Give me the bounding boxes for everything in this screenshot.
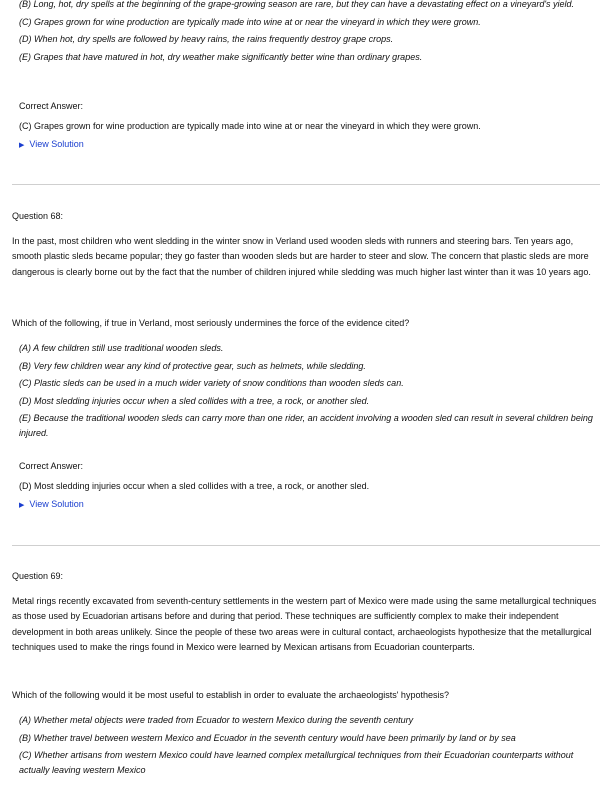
q67-option-d: (D) When hot, dry spells are followed by heavy rains, the rains frequently destroy grape crops.: [19, 34, 394, 45]
q68-option-b: (B) Very few children wear any kind of protective gear, such as helmets, while sledding.: [19, 360, 366, 371]
q68-correct-answer: (D) Most sledding injuries occur when a sled collides with a tree, a rock, or another sled.: [19, 481, 370, 491]
q68-option-c: (C) Plastic sleds can be used in a much wider variety of snow conditions than wooden sleds can.: [19, 378, 404, 389]
q69-option-a: (A) Whether metal objects were traded from Ecuador to western Mexico during the seventh century: [19, 715, 414, 725]
expand-triangle-icon: ▶: [19, 142, 25, 149]
q69-option-b: (B) Whether travel between western Mexico and Ecuador in the seventh century would have been primarily by land or by sea: [19, 732, 516, 743]
q69-option-c: (C) Whether artisans from western Mexico could have learned complex metallurgical techniques from their Ecuadorian counterparts without actually leaving western Mexico: [19, 750, 574, 775]
q68-option-d: (D) Most sledding injuries occur when a sled collides with a tree, a rock, or another sled.: [19, 395, 370, 406]
q68-correct-label: Correct Answer:: [19, 461, 84, 471]
q68-view-solution-link[interactable]: [0, 497, 84, 512]
q68-heading: Question 68:: [12, 211, 64, 221]
q68-question: Which of the following, if true in Verland, most seriously undermines the force of the evidence cited?: [12, 318, 410, 328]
q67-option-e: (E) Grapes that have matured in hot, dry weather make significantly better wine than ordinary grapes.: [19, 51, 423, 62]
q69-options: [0, 713, 612, 780]
q67-correct-label: Correct Answer:: [19, 101, 84, 111]
q68-option-e: (E) Because the traditional wooden sleds can carry more than one rider, an accident involving a wooden sled can result in several children being injured.: [19, 413, 593, 438]
q69-passage: Metal rings recently excavated from seventh-century settlements in the western part of Mexico were made using the same metallurgical techniques as those used by Ecuadorian artisans before and during that period. These techniques are sufficiently complex to make their independent development in both areas unlikely. Since the people of these two areas were in cultural contact, archaeologists hypothesize that the metallurgical techniques used to make the rings found in Mexico were learned by Mexican artisans from Ecuadorian counterparts.: [12, 596, 597, 653]
q67-option-c: (C) Grapes grown for wine production are typically made into wine at or near the vineyard in which they were grown.: [19, 16, 481, 27]
q67-correct-answer: (C) Grapes grown for wine production are typically made into wine at or near the vineyard in which they were grown.: [19, 121, 481, 131]
q68-view-solution-label: View Solution: [29, 499, 84, 509]
q68-option-a: (A) A few children still use traditional wooden sleds.: [19, 343, 224, 353]
divider-q68-q69: [12, 545, 600, 546]
expand-triangle-icon: ▶: [19, 502, 25, 509]
q67-view-solution-label: View Solution: [29, 139, 84, 149]
q68-options: [0, 341, 612, 443]
q69-question: Which of the following would it be most useful to establish in order to evaluate the archaeologists' hypothesis?: [12, 690, 449, 700]
q67-option-b: (B) Long, hot, dry spells at the beginning of the grape-growing season are rare, but they can have a devastating effect on a vineyard's yield.: [19, 0, 575, 9]
q68-passage: In the past, most children who went sledding in the winter snow in Verland used wooden sleds with runners and steering bars. Ten years ago, smooth plastic sleds became popular; they go faster than wooden sleds but are harder to steer and slow. The concern that plastic sleds are more dangerous is clearly borne out by the fact that the number of children injured while sledding was much higher last winter than it was 10 years ago.: [12, 236, 591, 277]
q67-view-solution-link[interactable]: [0, 137, 84, 152]
q69-heading: Question 69:: [12, 571, 64, 581]
q67-options: [0, 0, 612, 67]
divider-q67-q68: [12, 184, 600, 185]
